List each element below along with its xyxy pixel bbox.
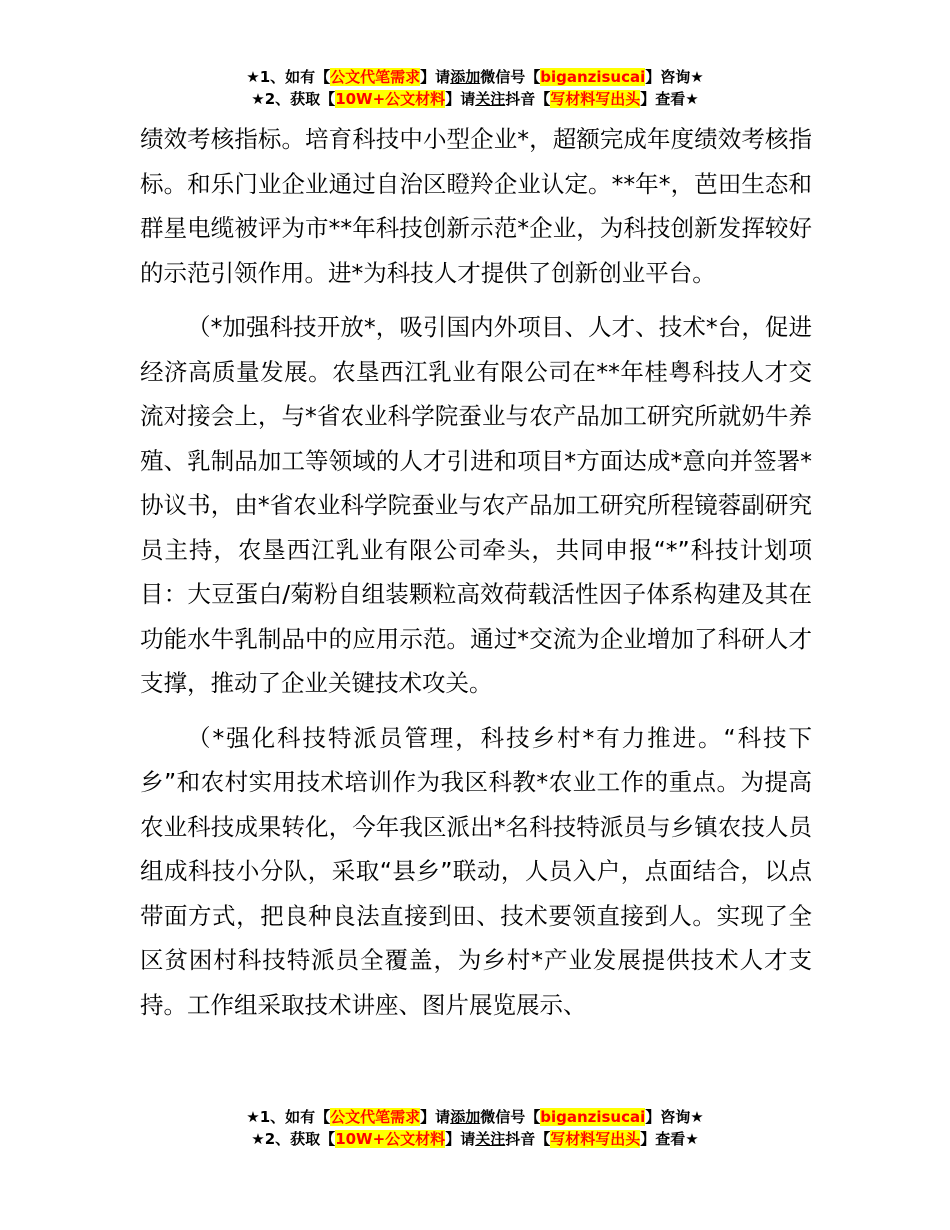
- footer-line-1-mid2: 微信号【: [480, 1108, 541, 1126]
- footer-line-1-suffix: 】咨询★: [645, 1108, 704, 1126]
- footer-line-1-mid: 】请: [420, 1108, 451, 1126]
- header-line-2-prefix: ★2、获取【: [251, 90, 336, 108]
- header-line-2-emphasis: 关注: [475, 90, 506, 108]
- header-line-1-highlight-wechat: biganzisucai: [540, 68, 646, 86]
- footer-line-2-emphasis: 关注: [475, 1130, 506, 1148]
- footer-line-2-highlight-materials: 10W+公文材料: [335, 1130, 446, 1148]
- header-line-1-highlight-service: 公文代笔需求: [330, 68, 421, 86]
- header-line-2-highlight-materials: 10W+公文材料: [335, 90, 446, 108]
- header-line-2-mid2: 抖音【: [505, 90, 551, 108]
- document-body: [140, 117, 812, 1027]
- header-line-1-mid: 】请: [420, 68, 451, 86]
- header-line-2-suffix: 】查看★: [640, 90, 699, 108]
- footer-line-2-prefix: ★2、获取【: [251, 1130, 336, 1148]
- header-line-2-highlight-douyin: 写材料写出头: [550, 90, 641, 108]
- footer-line-1-prefix: ★1、如有【: [246, 1108, 331, 1126]
- footer-line-1-emphasis: 添加: [450, 1108, 481, 1126]
- footer-line-1: [0, 1106, 950, 1128]
- footer-line-2: [0, 1128, 950, 1150]
- header-line-1-mid2: 微信号【: [480, 68, 541, 86]
- footer-line-2-mid2: 抖音【: [505, 1130, 551, 1148]
- header-line-1-emphasis: 添加: [450, 68, 481, 86]
- header-line-1-suffix: 】咨询★: [645, 68, 704, 86]
- footer-banner: [0, 1106, 950, 1150]
- header-line-1: [0, 66, 950, 88]
- header-line-2-mid: 】请: [445, 90, 476, 108]
- header-banner: [0, 66, 950, 110]
- header-line-2: [0, 88, 950, 110]
- paragraph-1: 绩效考核指标。培育科技中小型企业*，超额完成年度绩效考核指标。和乐门业企业通过自治区瞪羚企业认定。**年*，芭田生态和群星电缆被评为市**年科技创新示范*企业，为科技创新发挥较好的示范引领作用。进*为科技人才提供了创新创业平台。: [140, 125, 812, 287]
- footer-line-2-mid: 】请: [445, 1130, 476, 1148]
- paragraph-2: （*加强科技开放*，吸引国内外项目、人才、技术*台，促进经济高质量发展。农垦西江乳业有限公司在**年桂粤科技人才交流对接会上，与*省农业科学院蚕业与农产品加工研究所就奶牛养殖、乳制品加工等领域的人才引进和项目*方面达成*意向并签署*协议书，由*省农业科学院蚕业与农产品加工研究所程镜蓉副研究员主持，农垦西江乳业有限公司牵头，共同申报“*”科技计划项目：大豆蛋白/菊粉自组装颗粒高效荷载活性因子体系构建及其在功能水牛乳制品中的应用示范。通过*交流为企业增加了科研人才支撑，推动了企业关键技术攻关。: [140, 313, 812, 697]
- header-line-1-prefix: ★1、如有【: [246, 68, 331, 86]
- footer-line-1-highlight-wechat: biganzisucai: [540, 1108, 646, 1126]
- footer-line-2-highlight-douyin: 写材料写出头: [550, 1130, 641, 1148]
- paragraph-3: （*强化科技特派员管理，科技乡村*有力推进。“科技下乡”和农村实用技术培训作为我区科教*农业工作的重点。为提高农业科技成果转化，今年我区派出*名科技特派员与乡镇农技人员组成科技小分队，采取“县乡”联动，人员入户，点面结合，以点带面方式，把良种良法直接到田、技术要领直接到人。实现了全区贫困村科技特派员全覆盖，为乡村*产业发展提供技术人才支持。工作组采取技术讲座、图片展览展示、: [140, 723, 812, 1019]
- footer-line-2-suffix: 】查看★: [640, 1130, 699, 1148]
- footer-line-1-highlight-service: 公文代笔需求: [330, 1108, 421, 1126]
